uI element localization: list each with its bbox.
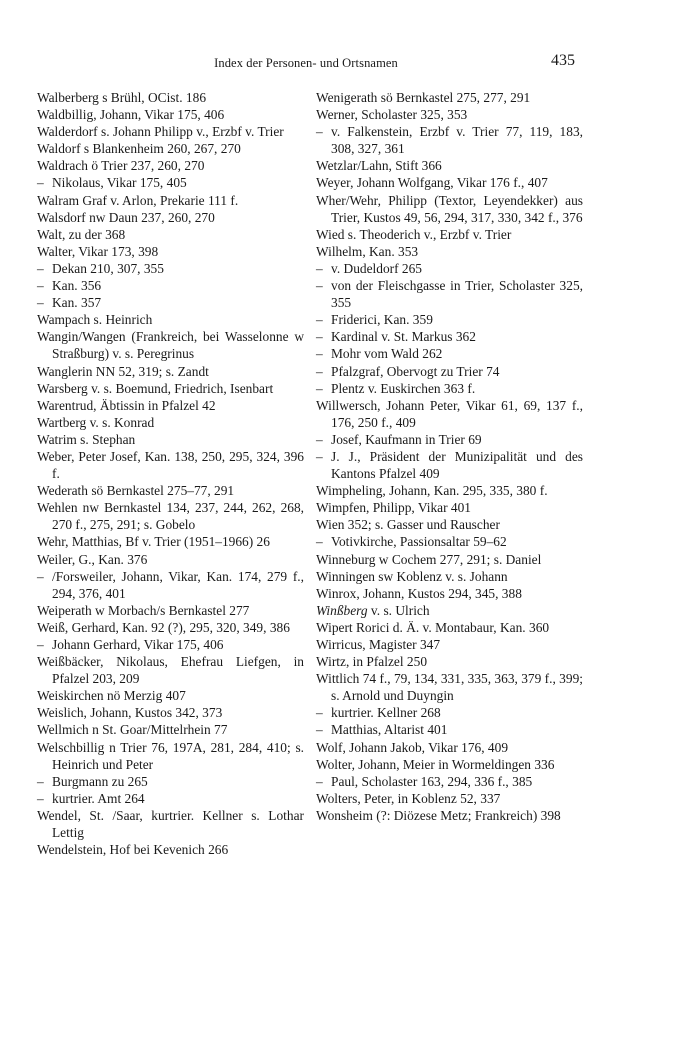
entry-text: Wederath sö Bernkastel 275–77, 291 xyxy=(37,483,235,499)
entry-text: Willwersch, Johann Peter, Vikar 61, 69, 137 f., 176, 250 f., 409 xyxy=(316,397,583,430)
index-entry xyxy=(37,807,304,841)
entry-text: Waldbillig, Johann, Vikar 175, 406 xyxy=(37,107,225,123)
entry-text: Winneburg w Cochem 277, 291; s. Daniel xyxy=(316,551,542,567)
entry-text: Weiler, G., Kan. 376 xyxy=(37,551,148,567)
index-subentry xyxy=(316,704,583,721)
subentry-dash: – xyxy=(37,790,44,806)
index-entry xyxy=(316,739,583,756)
entry-text: Wanglerin NN 52, 319; s. Zandt xyxy=(37,363,209,379)
index-entry xyxy=(37,209,304,226)
index-entry xyxy=(37,704,304,721)
index-entry xyxy=(316,516,583,533)
entry-text: Wehr, Matthias, Bf v. Trier (1951–1966) 26 xyxy=(37,534,270,550)
index-entry xyxy=(316,397,583,431)
index-entry xyxy=(316,174,583,191)
entry-text: Wien 352; s. Gasser und Rauscher xyxy=(316,517,500,533)
entry-text: Paul, Scholaster 163, 294, 336 f., 385 xyxy=(331,773,533,789)
index-entry xyxy=(37,431,304,448)
entry-text: Wittlich 74 f., 79, 134, 331, 335, 363, 379 f., 399; s. Arnold und Duyngin xyxy=(316,671,583,704)
index-entry xyxy=(316,670,583,704)
entry-text: Winrox, Johann, Kustos 294, 345, 388 xyxy=(316,585,522,601)
subentry-dash: – xyxy=(316,722,323,738)
entry-text: Wehlen nw Bernkastel 134, 237, 244, 262, 268, 270 f., 275, 291; s. Gobelo xyxy=(37,500,304,533)
index-entry xyxy=(37,380,304,397)
index-entry xyxy=(37,482,304,499)
index-subentry xyxy=(316,260,583,277)
entry-text: Winningen sw Koblenz v. s. Johann xyxy=(316,568,508,584)
index-subentry xyxy=(316,277,583,311)
entry-text: Walsdorf nw Daun 237, 260, 270 xyxy=(37,209,215,225)
index-entry xyxy=(37,123,304,140)
subentry-dash: – xyxy=(316,329,323,345)
entry-text: Warsberg v. s. Boemund, Friedrich, Isenbart xyxy=(37,380,274,396)
index-entry xyxy=(37,89,304,106)
subentry-dash: – xyxy=(316,705,323,721)
subentry-dash: – xyxy=(316,773,323,789)
entry-text: Wirtz, in Pfalzel 250 xyxy=(316,654,428,670)
index-subentry xyxy=(316,380,583,397)
index-subentry xyxy=(316,721,583,738)
entry-text: Warentrud, Äbtissin in Pfalzel 42 xyxy=(37,397,216,413)
entry-text: Wilhelm, Kan. 353 xyxy=(316,243,419,259)
index-entry xyxy=(316,551,583,568)
subentry-dash: – xyxy=(37,295,44,311)
entry-text: Weißbäcker, Nikolaus, Ehefrau Liefgen, in Pfalzel 203, 209 xyxy=(37,654,304,687)
entry-text: Kardinal v. St. Markus 362 xyxy=(331,329,476,345)
subentry-dash: – xyxy=(37,637,44,652)
subentry-dash: – xyxy=(316,534,323,550)
index-subentry xyxy=(37,294,304,311)
index-entry xyxy=(316,568,583,585)
index-subentry xyxy=(316,123,583,157)
index-entry xyxy=(316,636,583,653)
index-entry xyxy=(316,807,583,824)
index-subentry xyxy=(37,277,304,294)
entry-text: Weislich, Johann, Kustos 342, 373 xyxy=(37,705,223,721)
entry-text: Walram Graf v. Arlon, Prekarie 111 f. xyxy=(37,192,239,208)
entry-text: Matthias, Altarist 401 xyxy=(331,722,448,738)
index-entry xyxy=(316,602,583,619)
index-entry xyxy=(316,585,583,602)
entry-text: Wied s. Theoderich v., Erzbf v. Trier xyxy=(316,226,512,242)
entry-text: v. s. Ulrich xyxy=(367,602,430,618)
subentry-dash: – xyxy=(37,773,44,789)
entry-text: Friderici, Kan. 359 xyxy=(331,312,433,328)
entry-text: Kan. 356 xyxy=(52,278,102,294)
index-entry xyxy=(37,721,304,738)
entry-text: Walberberg s Brühl, OCist. 186 xyxy=(37,90,207,105)
index-entry xyxy=(316,499,583,516)
index-entry xyxy=(316,243,583,260)
index-entry xyxy=(316,619,583,636)
index-subentry xyxy=(316,773,583,790)
entry-text: /Forsweiler, Johann, Vikar, Kan. 174, 279 f., 294, 376, 401 xyxy=(52,568,304,601)
entry-text: Weiskirchen nö Merzig 407 xyxy=(37,688,186,704)
entry-text: Josef, Kaufmann in Trier 69 xyxy=(331,431,482,447)
index-subentry xyxy=(37,790,304,807)
subentry-dash: – xyxy=(316,312,323,328)
index-entry xyxy=(316,226,583,243)
subentry-dash: – xyxy=(316,431,323,447)
subentry-dash: – xyxy=(316,363,323,379)
index-entry xyxy=(37,551,304,568)
index-entry xyxy=(37,841,304,858)
subentry-dash: – xyxy=(37,278,44,294)
entry-text: Wampach s. Heinrich xyxy=(37,312,153,328)
index-subentry xyxy=(37,773,304,790)
index-subentry xyxy=(37,174,304,191)
index-column-left xyxy=(37,89,304,858)
entry-text: Wellmich n St. Goar/Mittelrhein 77 xyxy=(37,722,228,738)
subentry-dash: – xyxy=(37,175,44,191)
entry-text: Votivkirche, Passionsaltar 59–62 xyxy=(331,534,507,550)
index-subentry xyxy=(316,448,583,482)
subentry-dash: – xyxy=(316,124,323,140)
entry-text: Wimpfen, Philipp, Vikar 401 xyxy=(316,500,471,516)
index-entry xyxy=(37,243,304,260)
index-subentry xyxy=(316,311,583,328)
page-number: 435 xyxy=(551,52,575,69)
index-entry xyxy=(37,363,304,380)
index-entry xyxy=(37,619,304,636)
entry-text: Wendel, St. /Saar, kurtrier. Kellner s. Lothar Lettig xyxy=(37,807,304,841)
index-entry xyxy=(316,790,583,807)
entry-text: Nikolaus, Vikar 175, 405 xyxy=(52,175,187,191)
entry-text: Watrim s. Stephan xyxy=(37,431,136,447)
index-subentry xyxy=(316,345,583,362)
entry-text: Waldorf s Blankenheim 260, 267, 270 xyxy=(37,141,241,157)
running-title: Index der Personen- und Ortsnamen xyxy=(214,56,398,70)
entry-text: Wolters, Peter, in Koblenz 52, 337 xyxy=(316,790,501,806)
index-entry xyxy=(316,157,583,174)
index-entry xyxy=(37,414,304,431)
index-subentry xyxy=(316,328,583,345)
entry-text: Weiß, Gerhard, Kan. 92 (?), 295, 320, 349, 386 xyxy=(37,619,290,635)
entry-text: v. Falkenstein, Erzbf v. Trier 77, 119, 183, 308, 327, 361 xyxy=(331,124,583,157)
entry-text: Werner, Scholaster 325, 353 xyxy=(316,107,468,123)
index-entry xyxy=(37,602,304,619)
index-column-right xyxy=(316,89,583,824)
index-entry xyxy=(37,226,304,243)
entry-text: Mohr vom Wald 262 xyxy=(331,346,443,362)
subentry-dash: – xyxy=(316,278,323,294)
index-entry xyxy=(37,311,304,328)
index-entry xyxy=(316,482,583,499)
entry-text: Wenigerath sö Bernkastel 275, 277, 291 xyxy=(316,90,531,105)
index-entry xyxy=(37,448,304,482)
entry-text: von der Fleischgasse in Trier, Scholaster 325, 355 xyxy=(331,278,583,311)
entry-text: Wipert Rorici d. Ä. v. Montabaur, Kan. 360 xyxy=(316,619,550,635)
entry-text: Wonsheim (?: Diözese Metz; Frankreich) 398 xyxy=(316,807,561,823)
index-subentry xyxy=(316,363,583,380)
entry-text: kurtrier. Amt 264 xyxy=(52,790,145,806)
index-entry xyxy=(37,499,304,533)
entry-text: Walter, Vikar 173, 398 xyxy=(37,243,159,259)
entry-text: v. Dudeldorf 265 xyxy=(331,260,422,276)
index-entry xyxy=(316,106,583,123)
entry-text: kurtrier. Kellner 268 xyxy=(331,705,441,721)
entry-text: Walderdorf s. Johann Philipp v., Erzbf v. Trier xyxy=(37,124,284,140)
subentry-dash: – xyxy=(316,448,323,464)
subentry-dash: – xyxy=(316,346,323,362)
index-entry xyxy=(37,687,304,704)
index-subentry xyxy=(37,260,304,277)
subentry-dash: – xyxy=(316,260,323,276)
index-entry xyxy=(37,739,304,773)
index-entry xyxy=(37,192,304,209)
entry-italic-term: Winßberg xyxy=(316,602,368,618)
entry-text: Wendelstein, Hof bei Kevenich 266 xyxy=(37,842,229,858)
index-subentry xyxy=(316,533,583,550)
subentry-dash: – xyxy=(37,568,44,584)
index-entry xyxy=(37,106,304,123)
entry-text: Johann Gerhard, Vikar 175, 406 xyxy=(52,637,224,652)
index-subentry xyxy=(37,636,304,653)
subentry-dash: – xyxy=(316,380,323,396)
entry-text: Wetzlar/Lahn, Stift 366 xyxy=(316,158,442,174)
entry-text: Dekan 210, 307, 355 xyxy=(52,260,164,276)
entry-text: Weber, Peter Josef, Kan. 138, 250, 295, 324, 396 f. xyxy=(37,448,304,482)
index-subentry xyxy=(37,568,304,602)
entry-text: Weiperath w Morbach/s Bernkastel 277 xyxy=(37,602,250,618)
entry-text: Plentz v. Euskirchen 363 f. xyxy=(331,380,476,396)
index-entry xyxy=(37,328,304,362)
index-entry xyxy=(37,653,304,687)
entry-text: Wher/Wehr, Philipp (Textor, Leyendekker) aus Trier, Kustos 49, 56, 294, 317, 330, 342 f., 376 xyxy=(316,192,583,225)
entry-text: Wolter, Johann, Meier in Wormeldingen 336 xyxy=(316,756,555,772)
entry-text: Welschbillig n Trier 76, 197A, 281, 284, 410; s. Heinrich und Peter xyxy=(37,739,304,772)
entry-text: Waldrach ö Trier 237, 260, 270 xyxy=(37,158,205,174)
index-entry xyxy=(316,756,583,773)
entry-text: Walt, zu der 368 xyxy=(37,226,126,242)
index-subentry xyxy=(316,431,583,448)
index-entry xyxy=(316,653,583,670)
entry-text: Burgmann zu 265 xyxy=(52,773,148,789)
subentry-dash: – xyxy=(37,260,44,276)
entry-text: Wangin/Wangen (Frankreich, bei Wasselonne w Straßburg) v. s. Peregrinus xyxy=(37,329,304,362)
entry-text: Pfalzgraf, Obervogt zu Trier 74 xyxy=(331,363,500,379)
page-header xyxy=(37,54,575,74)
index-entry xyxy=(37,140,304,157)
index-entry xyxy=(37,533,304,550)
index-entry xyxy=(316,89,583,106)
entry-text: Wimpheling, Johann, Kan. 295, 335, 380 f. xyxy=(316,483,548,499)
index-entry xyxy=(37,397,304,414)
entry-text: Kan. 357 xyxy=(52,295,102,311)
entry-text: Wartberg v. s. Konrad xyxy=(37,414,155,430)
entry-text: Wirricus, Magister 347 xyxy=(316,637,441,652)
index-entry xyxy=(316,192,583,226)
entry-text: J. J., Präsident der Munizipalität und des Kantons Pfalzel 409 xyxy=(331,448,583,482)
entry-text: Wolf, Johann Jakob, Vikar 176, 409 xyxy=(316,739,509,755)
index-entry xyxy=(37,157,304,174)
entry-text: Weyer, Johann Wolfgang, Vikar 176 f., 407 xyxy=(316,175,548,191)
